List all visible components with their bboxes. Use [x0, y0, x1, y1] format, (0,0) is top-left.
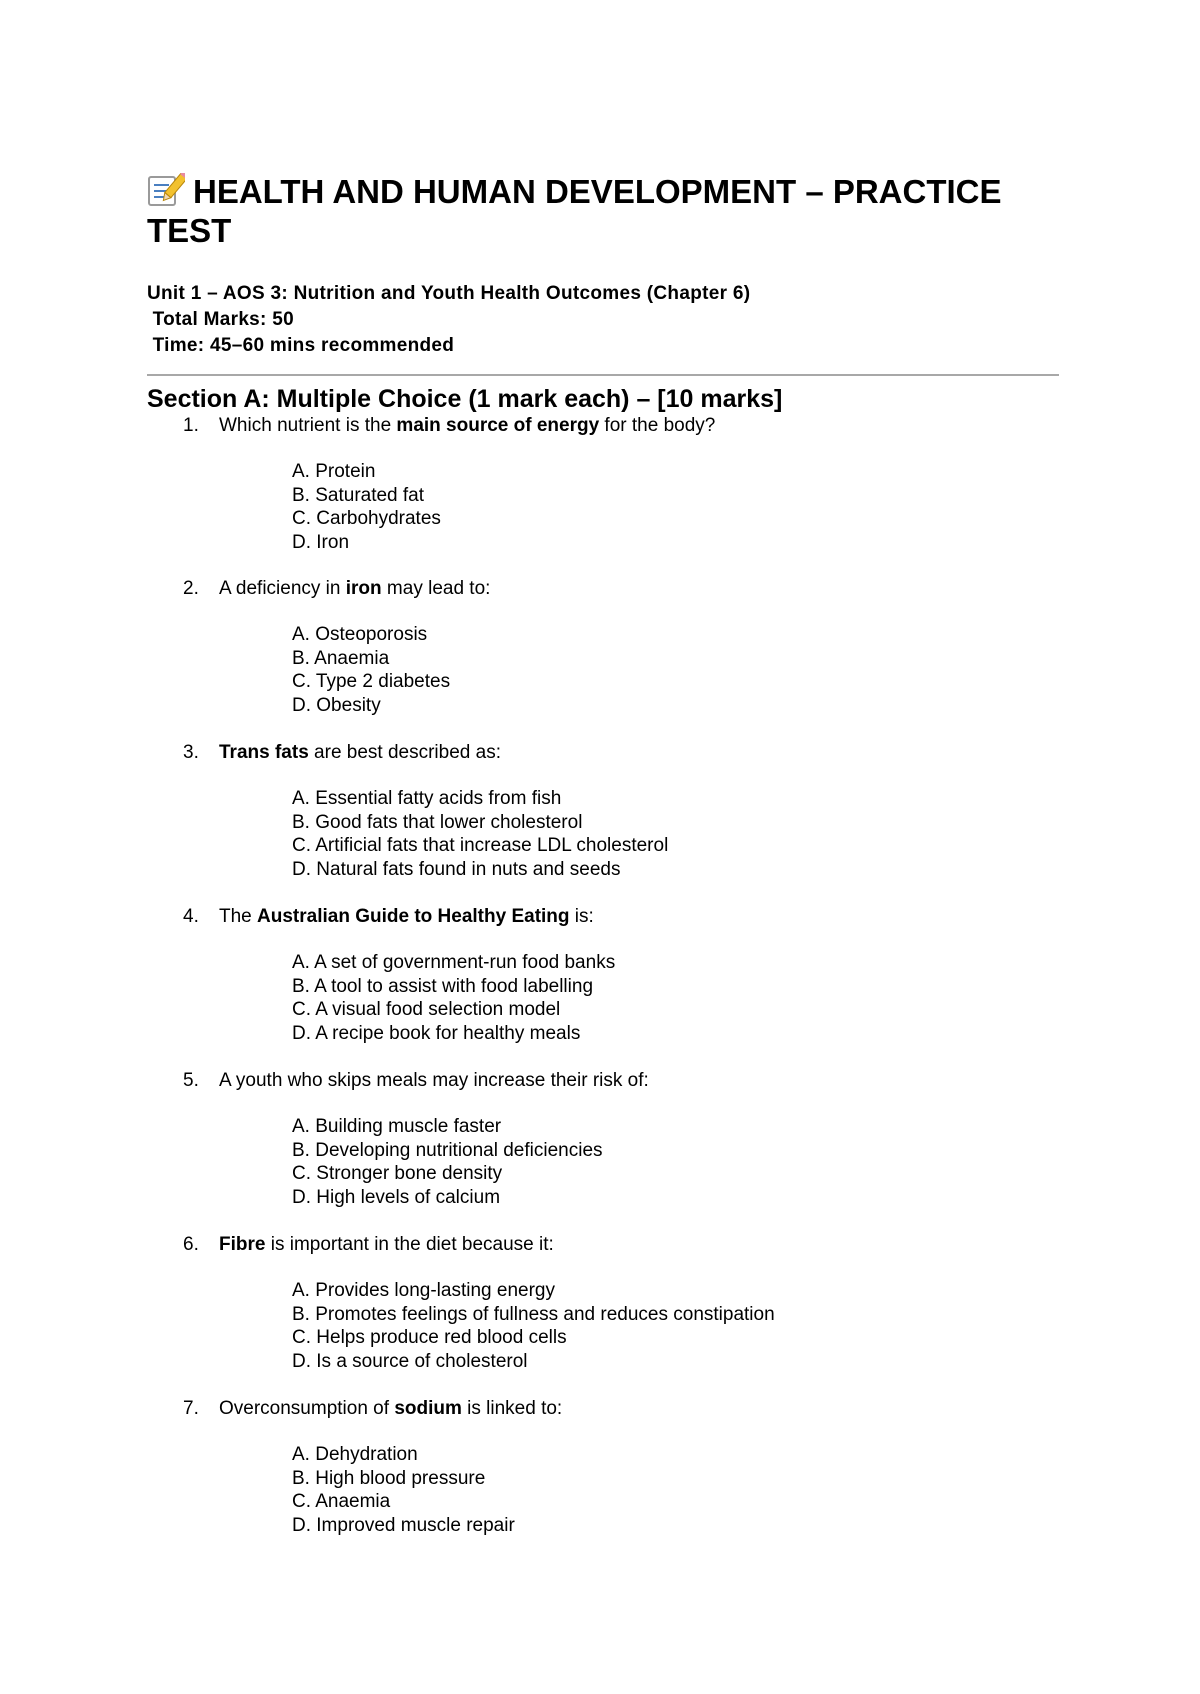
answer-option: D. Natural fats found in nuts and seeds — [292, 858, 621, 880]
question-keyword: Trans fats — [219, 742, 309, 763]
question-text — [219, 741, 501, 765]
question-text-plain: Overconsumption of — [219, 1398, 395, 1419]
question-text-plain: are best described as: — [308, 742, 501, 763]
question-text-plain: The — [219, 906, 258, 927]
question-keyword: Australian Guide to Healthy Eating — [257, 906, 570, 927]
title-text: HEALTH AND HUMAN DEVELOPMENT – PRACTICE TEST — [147, 173, 1002, 249]
document-title — [147, 172, 1067, 250]
answer-option: B. Anaemia — [292, 647, 390, 669]
question-number: 5. — [183, 1070, 199, 1091]
horizontal-divider — [147, 374, 1059, 376]
question-text — [219, 905, 594, 929]
answer-option: D. A recipe book for healthy meals — [292, 1022, 581, 1044]
answer-option: A. Provides long-lasting energy — [292, 1280, 555, 1301]
question-number: 3. — [183, 742, 199, 763]
answer-option: D. Obesity — [292, 694, 381, 716]
question-text-plain: is: — [569, 906, 594, 927]
answer-option: B. Promotes feelings of fullness and reduces constipation — [292, 1303, 775, 1325]
question-keyword: main source of energy — [396, 415, 600, 436]
question-text-plain: for the body? — [599, 415, 716, 436]
answer-option: C. Stronger bone density — [292, 1163, 503, 1184]
answer-option: B. Good fats that lower cholesterol — [292, 811, 583, 833]
test-meta — [147, 281, 750, 359]
question-text-plain: may lead to: — [381, 578, 491, 599]
answer-option: C. Carbohydrates — [292, 508, 441, 529]
question-text-plain: A deficiency in — [219, 578, 346, 599]
answer-option: B. Developing nutritional deficiencies — [292, 1139, 603, 1161]
time-recommended: Time: 45–60 mins recommended — [147, 335, 455, 356]
question-text-plain: is linked to: — [461, 1398, 563, 1419]
question-text-plain: A youth who skips meals may increase their risk of: — [219, 1070, 649, 1091]
answer-option: A. Osteoporosis — [292, 624, 428, 645]
answer-options — [292, 1115, 603, 1209]
answer-options — [292, 460, 441, 554]
question-number: 6. — [183, 1234, 199, 1255]
answer-option: A. Dehydration — [292, 1444, 418, 1465]
answer-option: D. Is a source of cholesterol — [292, 1350, 528, 1372]
answer-option: B. A tool to assist with food labelling — [292, 975, 594, 997]
question-text — [219, 414, 715, 438]
answer-option: D. Improved muscle repair — [292, 1514, 515, 1536]
question-keyword: sodium — [394, 1398, 462, 1419]
answer-option: C. Artificial fats that increase LDL cholesterol — [292, 835, 669, 856]
answer-option: C. Type 2 diabetes — [292, 671, 451, 692]
answer-option: D. High levels of calcium — [292, 1186, 501, 1208]
answer-option: A. Building muscle faster — [292, 1116, 502, 1137]
section-a-heading: Section A: Multiple Choice (1 mark each) – [10 marks] — [147, 385, 783, 413]
answer-option: B. Saturated fat — [292, 484, 425, 506]
question-number: 7. — [183, 1398, 199, 1419]
question-text-plain: is important in the diet because it: — [265, 1234, 554, 1255]
answer-option: C. Anaemia — [292, 1491, 391, 1512]
question-text — [219, 1233, 554, 1257]
question-keyword: Fibre — [219, 1234, 266, 1255]
question-number: 1. — [183, 415, 199, 436]
answer-options — [292, 951, 615, 1045]
question-number: 2. — [183, 578, 199, 599]
answer-options — [292, 623, 450, 717]
answer-option: A. A set of government-run food banks — [292, 952, 616, 973]
answer-option: C. A visual food selection model — [292, 999, 561, 1020]
answer-option: D. Iron — [292, 531, 350, 553]
question-text-plain: Which nutrient is the — [219, 415, 397, 436]
answer-options — [292, 1443, 515, 1537]
answer-option: A. Essential fatty acids from fish — [292, 788, 562, 809]
answer-options — [292, 1279, 775, 1373]
unit-line: Unit 1 – AOS 3: Nutrition and Youth Health Outcomes (Chapter 6) — [147, 283, 751, 304]
answer-options — [292, 787, 668, 881]
memo-icon — [147, 173, 185, 207]
answer-option: C. Helps produce red blood cells — [292, 1327, 567, 1348]
total-marks: Total Marks: 50 — [147, 309, 294, 330]
answer-option: B. High blood pressure — [292, 1467, 486, 1489]
question-text — [219, 1397, 562, 1421]
question-text — [219, 1069, 649, 1093]
question-keyword: iron — [345, 578, 382, 599]
question-text — [219, 577, 490, 601]
question-number: 4. — [183, 906, 199, 927]
answer-option: A. Protein — [292, 461, 376, 482]
